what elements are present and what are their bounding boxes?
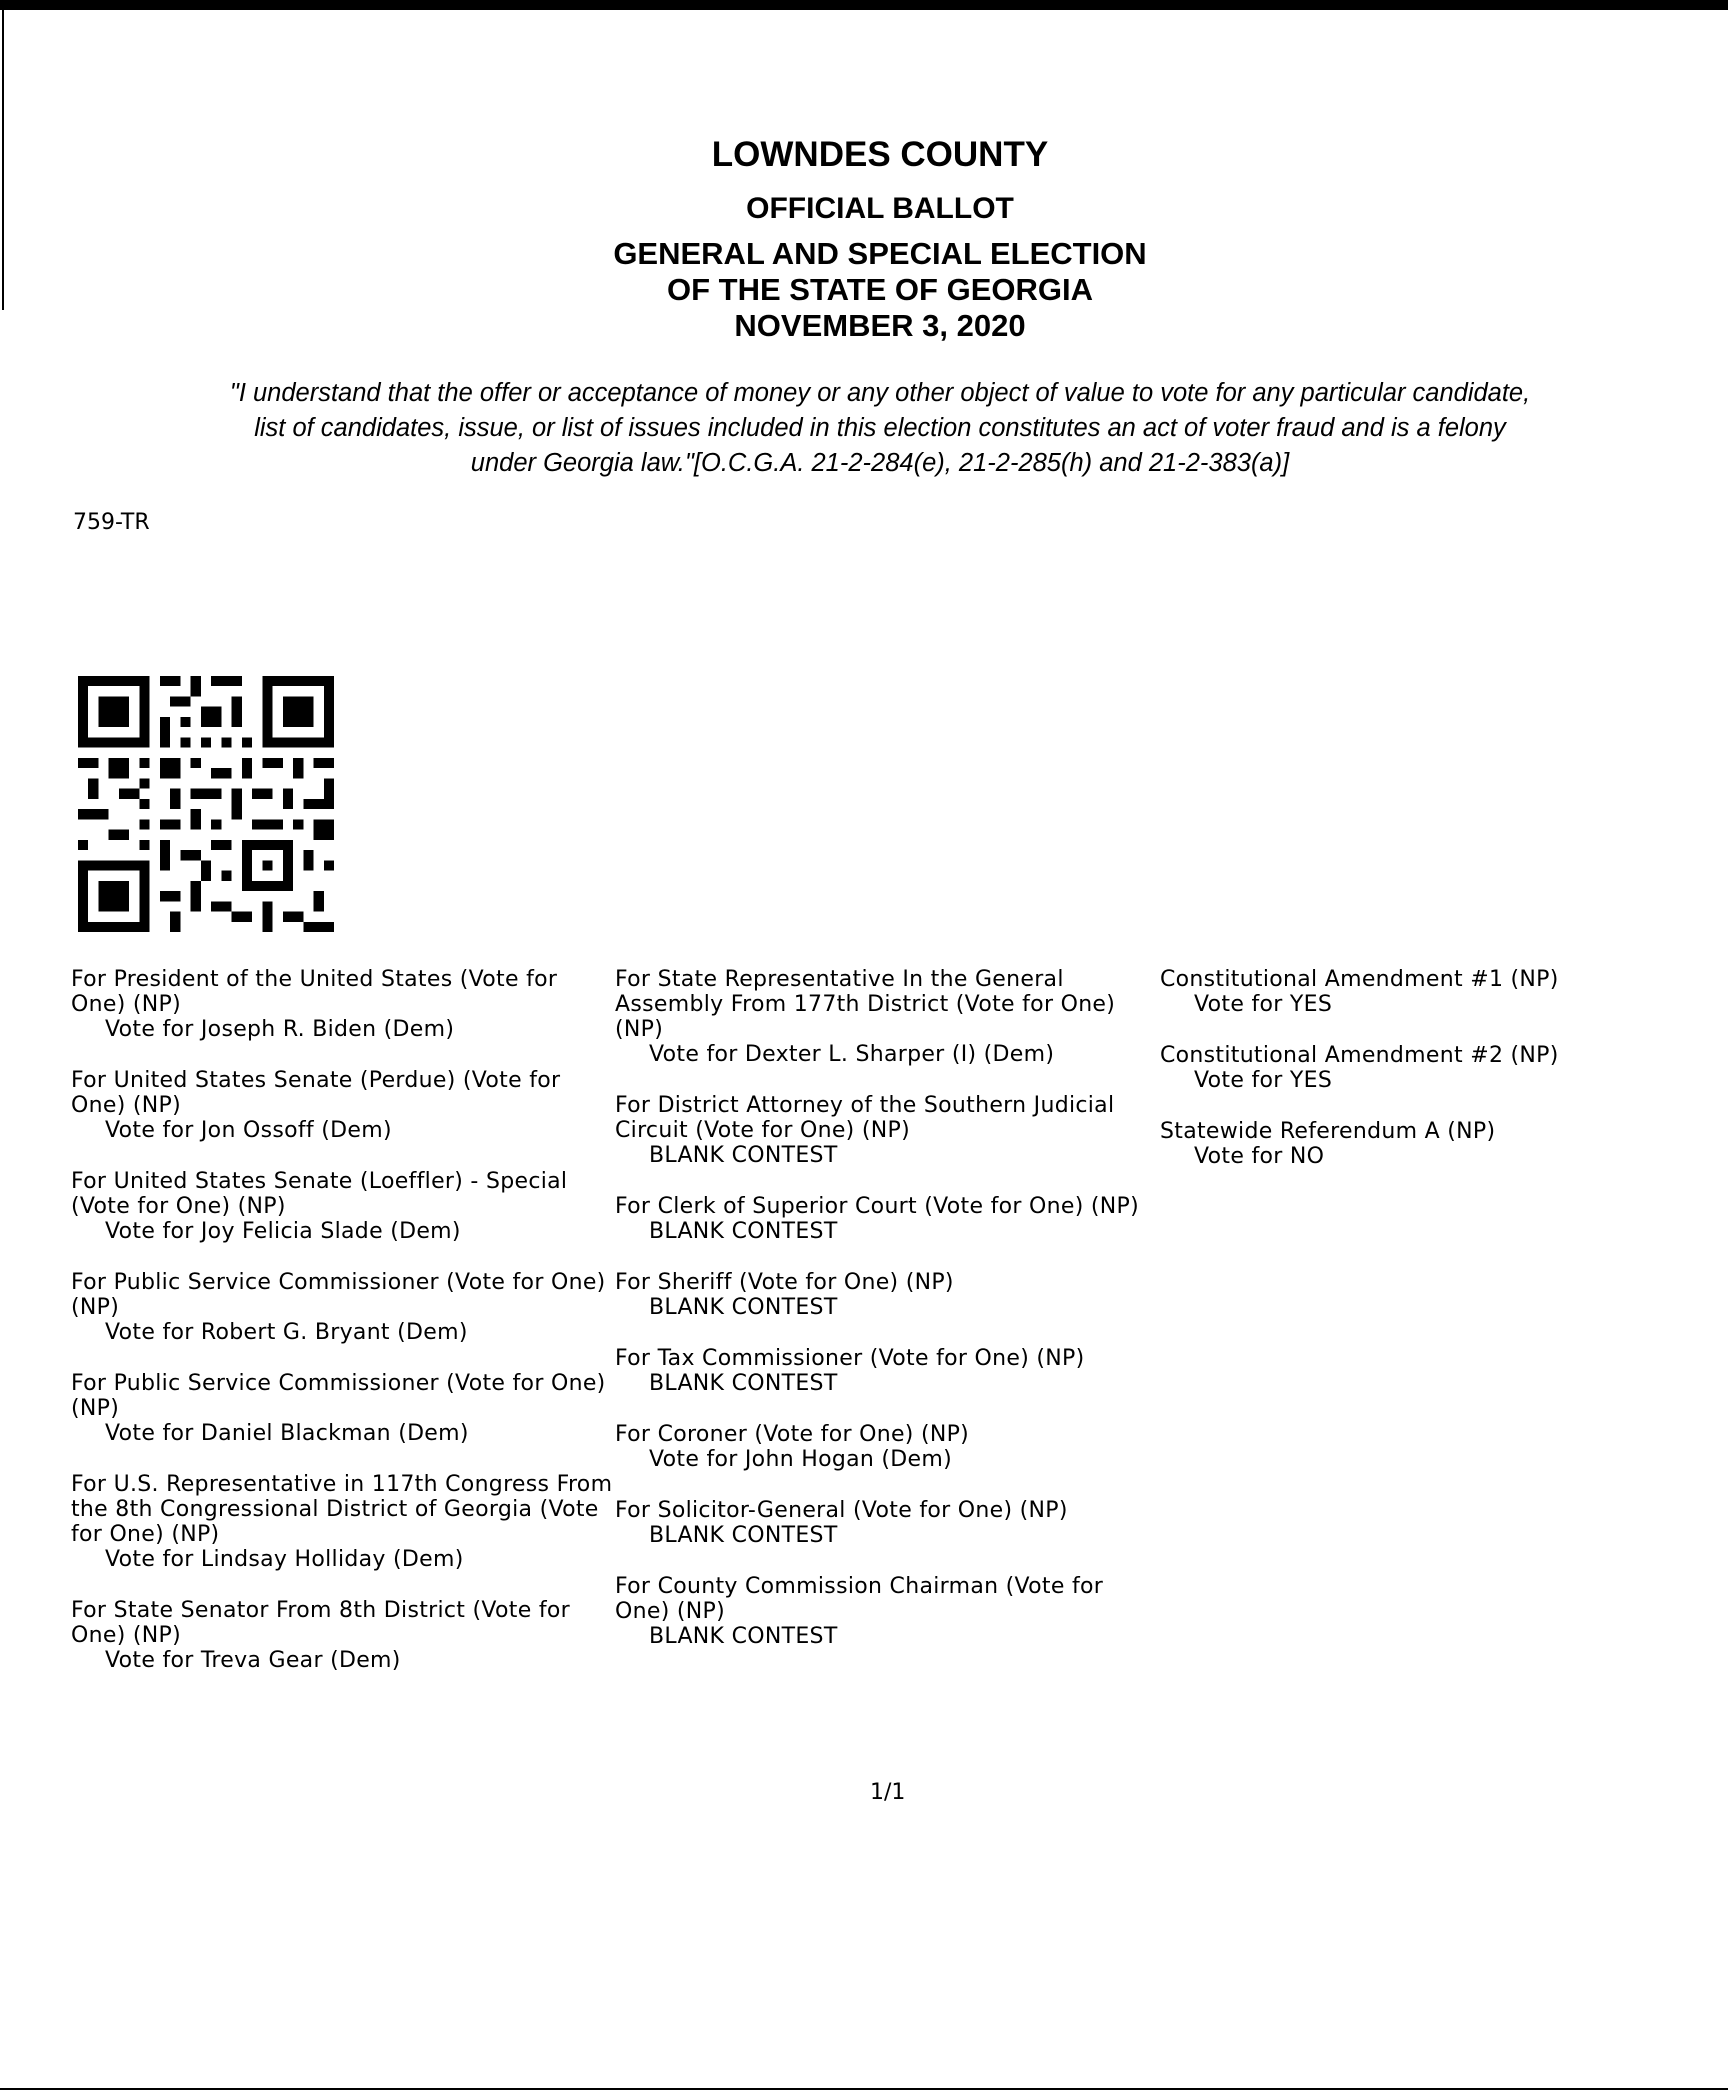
oath-line-1: "I understand that the offer or acceptance of money or any other object of value to vote for any particular candidate, (229, 379, 1531, 407)
contest-choice: Vote for Robert G. Bryant (Dem) (105, 1320, 468, 1345)
contest-column-2 (615, 967, 1160, 1675)
voter-oath-statement (60, 376, 1700, 481)
contest-item (615, 1574, 1160, 1649)
contest-item (1160, 1043, 1705, 1093)
scan-bottom-border (0, 2088, 1728, 2090)
contest-title: For Solicitor-General (Vote for One) (NP) (615, 1498, 1068, 1523)
election-title-line-1: GENERAL AND SPECIAL ELECTION (613, 236, 1147, 271)
scan-top-border (0, 0, 1728, 10)
ballot-header (0, 128, 1728, 344)
contest-choice: Vote for Lindsay Holliday (Dem) (105, 1547, 464, 1572)
contest-item (1160, 1119, 1705, 1169)
contest-title: For State Senator From 8th District (Vote for One) (NP) (71, 1598, 571, 1648)
election-date: NOVEMBER 3, 2020 (734, 308, 1026, 343)
contest-choice: Vote for YES (1194, 992, 1333, 1017)
contest-item (71, 967, 616, 1042)
contest-title: For State Representative In the General Assembly From 177th District (Vote for One) (NP) (615, 967, 1116, 1042)
contest-column-3 (1160, 967, 1705, 1195)
contest-choice: Vote for John Hogan (Dem) (649, 1447, 952, 1472)
contest-choice: BLANK CONTEST (649, 1523, 838, 1548)
contest-choice: Vote for Jon Ossoff (Dem) (105, 1118, 392, 1143)
county-title: LOWNDES COUNTY (711, 135, 1049, 174)
contest-item (615, 1422, 1160, 1472)
contest-title: For Public Service Commissioner (Vote for One) (NP) (71, 1371, 606, 1421)
contest-item (71, 1169, 616, 1244)
contest-item (615, 1093, 1160, 1168)
contest-title: For United States Senate (Loeffler) - Special (Vote for One) (NP) (71, 1169, 568, 1219)
contest-item (71, 1371, 616, 1446)
ballot-type-title: OFFICIAL BALLOT (746, 192, 1014, 225)
contest-title: For Clerk of Superior Court (Vote for One) (NP) (615, 1194, 1139, 1219)
contest-title: For U.S. Representative in 117th Congress From the 8th Congressional District of Georgia (Vote for One) (NP) (71, 1472, 613, 1547)
oath-line-3: under Georgia law."[O.C.G.A. 21-2-284(e), 21-2-285(h) and 21-2-383(a)] (470, 449, 1290, 477)
contest-choice: Vote for Dexter L. Sharper (I) (Dem) (649, 1042, 1055, 1067)
ballot-style-code: 759-TR (73, 510, 150, 535)
contest-title: For Coroner (Vote for One) (NP) (615, 1422, 970, 1447)
contest-choice: Vote for Treva Gear (Dem) (105, 1648, 401, 1673)
contest-item (615, 1270, 1160, 1320)
contest-choice: Vote for YES (1194, 1068, 1333, 1093)
contest-title: Constitutional Amendment #2 (NP) (1160, 1043, 1559, 1068)
contest-item (71, 1068, 616, 1143)
contest-title: For Public Service Commissioner (Vote for One) (NP) (71, 1270, 606, 1320)
oath-line-2: list of candidates, issue, or list of issues included in this election constitutes an act of voter fraud and is a felony (254, 414, 1506, 442)
contest-choice: BLANK CONTEST (649, 1143, 838, 1168)
contest-choice: Vote for Joy Felicia Slade (Dem) (105, 1219, 461, 1244)
contest-title: For United States Senate (Perdue) (Vote for One) (NP) (71, 1068, 561, 1118)
ballot-qr-code (70, 676, 342, 932)
contest-choice: BLANK CONTEST (649, 1624, 838, 1649)
contest-title: Constitutional Amendment #1 (NP) (1160, 967, 1559, 992)
contest-title: Statewide Referendum A (NP) (1160, 1119, 1496, 1144)
contest-choice: BLANK CONTEST (649, 1219, 838, 1244)
page-number: 1/1 (870, 1780, 906, 1805)
contest-item (71, 1598, 616, 1673)
contest-item (1160, 967, 1705, 1017)
contest-item (615, 1346, 1160, 1396)
contest-title: For President of the United States (Vote for One) (NP) (71, 967, 558, 1017)
contest-choice: BLANK CONTEST (649, 1371, 838, 1396)
contest-title: For Sheriff (Vote for One) (NP) (615, 1270, 954, 1295)
contest-choice: BLANK CONTEST (649, 1295, 838, 1320)
contest-item (71, 1270, 616, 1345)
election-title-line-2: OF THE STATE OF GEORGIA (667, 272, 1093, 307)
contest-item (71, 1472, 616, 1572)
contest-title: For County Commission Chairman (Vote for One) (NP) (615, 1574, 1104, 1624)
contest-choice: Vote for Joseph R. Biden (Dem) (105, 1017, 455, 1042)
contest-choice: Vote for Daniel Blackman (Dem) (105, 1421, 469, 1446)
contest-column-1 (71, 967, 616, 1699)
contest-item (615, 1194, 1160, 1244)
contest-choice: Vote for NO (1194, 1144, 1325, 1169)
contest-item (615, 967, 1160, 1067)
contest-title: For District Attorney of the Southern Judicial Circuit (Vote for One) (NP) (615, 1093, 1115, 1143)
contest-item (615, 1498, 1160, 1548)
contest-title: For Tax Commissioner (Vote for One) (NP) (615, 1346, 1085, 1371)
